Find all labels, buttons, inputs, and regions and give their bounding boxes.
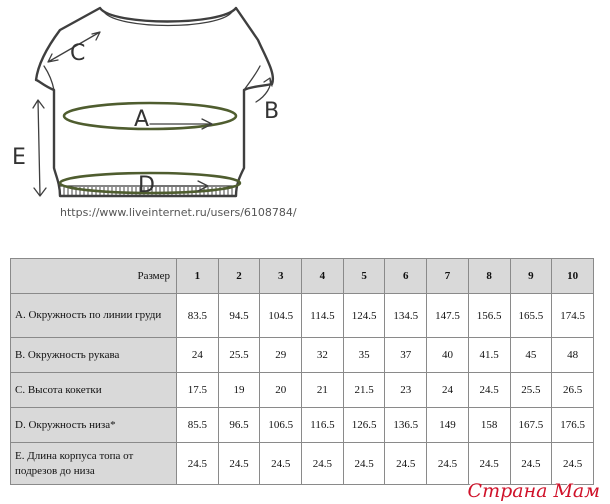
size-col-1: 1 (177, 259, 219, 294)
row-label-c: C. Высота кокетки (11, 373, 177, 408)
table-cell: 41.5 (468, 338, 510, 373)
row-label-e: E. Длина корпуса топа от подрезов до низа (11, 443, 177, 485)
table-cell: 40 (427, 338, 469, 373)
table-row-e (11, 443, 594, 485)
table-cell: 167.5 (510, 408, 552, 443)
table-cell: 176.5 (552, 408, 594, 443)
size-col-2: 2 (218, 259, 260, 294)
label-a: A (134, 107, 150, 132)
table-cell: 149 (427, 408, 469, 443)
brand-watermark: Страна Мам (467, 480, 600, 502)
size-col-9: 9 (510, 259, 552, 294)
table-cell: 24.5 (302, 443, 344, 485)
table-cell: 96.5 (218, 408, 260, 443)
row-label-b: B. Окружность рукава (11, 338, 177, 373)
table-cell: 24.5 (260, 443, 302, 485)
table-cell: 17.5 (177, 373, 219, 408)
table-cell: 23 (385, 373, 427, 408)
table-row-b (11, 338, 594, 373)
size-col-10: 10 (552, 259, 594, 294)
table-cell: 174.5 (552, 294, 594, 338)
table-cell: 24.5 (177, 443, 219, 485)
size-col-5: 5 (343, 259, 385, 294)
table-cell: 45 (510, 338, 552, 373)
table-cell: 24.5 (552, 443, 594, 485)
table-cell: 24.5 (427, 443, 469, 485)
table-cell: 24 (177, 338, 219, 373)
table-cell: 136.5 (385, 408, 427, 443)
table-cell: 114.5 (302, 294, 344, 338)
label-b: B (264, 99, 280, 124)
table-cell: 29 (260, 338, 302, 373)
table-cell: 35 (343, 338, 385, 373)
label-e: E (12, 145, 26, 170)
table-cell: 104.5 (260, 294, 302, 338)
table-cell: 106.5 (260, 408, 302, 443)
table-cell: 21 (302, 373, 344, 408)
table-cell: 21.5 (343, 373, 385, 408)
table-cell: 158 (468, 408, 510, 443)
table-cell: 24 (427, 373, 469, 408)
table-row-c (11, 373, 594, 408)
table-cell: 25.5 (510, 373, 552, 408)
table-cell: 134.5 (385, 294, 427, 338)
table-cell: 94.5 (218, 294, 260, 338)
table-cell: 32 (302, 338, 344, 373)
size-col-8: 8 (468, 259, 510, 294)
size-col-6: 6 (385, 259, 427, 294)
size-table (10, 258, 594, 485)
table-cell: 165.5 (510, 294, 552, 338)
size-col-4: 4 (302, 259, 344, 294)
table-cell: 147.5 (427, 294, 469, 338)
table-cell: 24.5 (218, 443, 260, 485)
size-header-label: Размер (11, 259, 177, 294)
table-cell: 116.5 (302, 408, 344, 443)
source-url: https://www.liveinternet.ru/users/6108784/ (60, 206, 297, 219)
row-label-d: D. Окружность низа* (11, 408, 177, 443)
table-cell: 24.5 (468, 443, 510, 485)
table-cell: 48 (552, 338, 594, 373)
table-cell: 124.5 (343, 294, 385, 338)
size-col-3: 3 (260, 259, 302, 294)
table-cell: 156.5 (468, 294, 510, 338)
table-cell: 24.5 (468, 373, 510, 408)
table-row-a (11, 294, 594, 338)
table-cell: 26.5 (552, 373, 594, 408)
arrow-e (33, 100, 46, 196)
table-row-d (11, 408, 594, 443)
table-cell: 83.5 (177, 294, 219, 338)
label-d: D (138, 173, 155, 198)
row-label-a: A. Окружность по линии груди (11, 294, 177, 338)
table-cell: 24.5 (510, 443, 552, 485)
table-cell: 24.5 (385, 443, 427, 485)
arrow-d (150, 181, 208, 191)
table-cell: 24.5 (343, 443, 385, 485)
table-cell: 25.5 (218, 338, 260, 373)
label-c: C (70, 41, 86, 66)
size-header-row (11, 259, 594, 294)
table-cell: 20 (260, 373, 302, 408)
table-cell: 126.5 (343, 408, 385, 443)
size-col-7: 7 (427, 259, 469, 294)
table-cell: 19 (218, 373, 260, 408)
top-schematic (0, 0, 610, 230)
table-cell: 37 (385, 338, 427, 373)
table-cell: 85.5 (177, 408, 219, 443)
